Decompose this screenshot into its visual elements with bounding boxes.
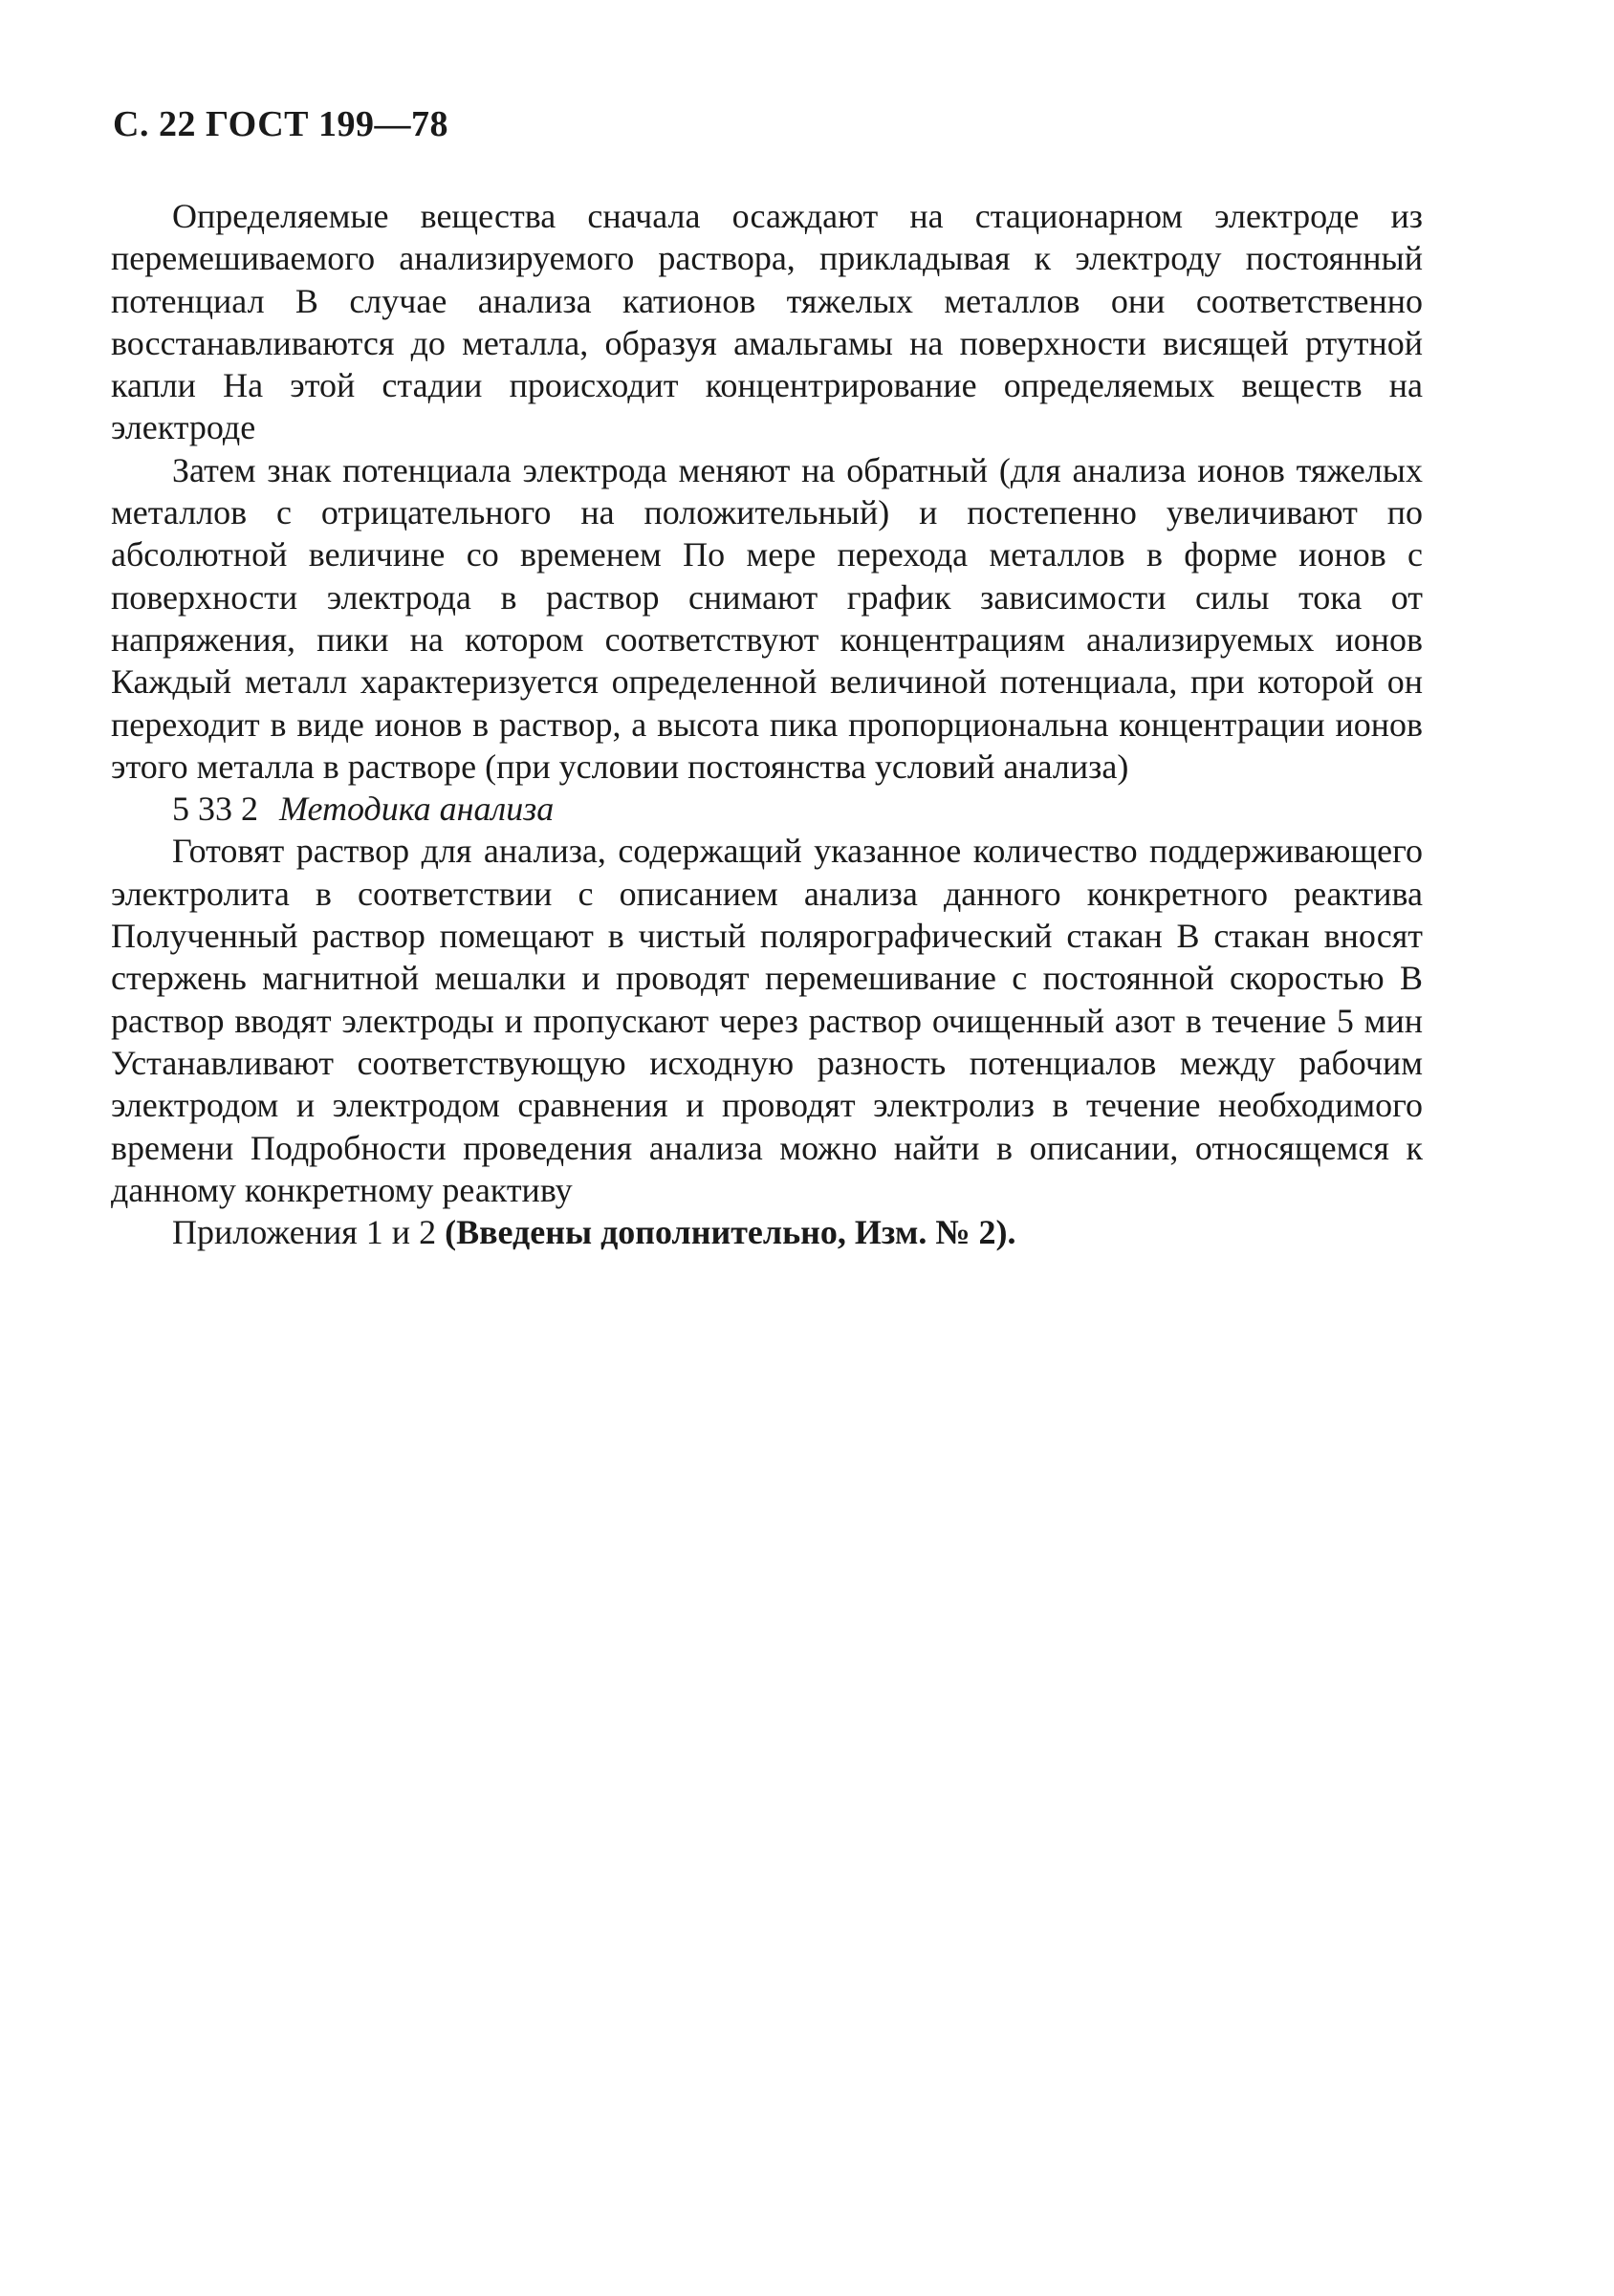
paragraph-method: Готовят раствор для анализа, содержащий указанное количество поддерживающего электролита в соответствии с описанием анализа данного конкретного реактива Полученный раствор помещают в чистый полярографический стакан В стакан вносят стержень магнитной мешалки и проводят перемешивание с постоянной скоростью В раствор вводят электроды и пропускают через раствор очищенный азот в течение 5 мин Устанавливают соответствующую исходную разность потенциалов между рабочим электродом и электродом сравнения и проводят электролиз в течение необходимого времени Подробности проведения анализа можно найти в описании, относящемся к данному конкретному реактиву — [111, 832, 1423, 1209]
document-body — [111, 195, 1423, 1253]
amendment-note-bold: (Введены дополнительно, Изм. № 2). — [445, 1213, 1016, 1252]
paragraph-stripping: Затем знак потенциала электрода меняют на обратный (для анализа ионов тяжелых металлов с отрицательного на положительный) и постепенно увеличивают по абсолютной величине со временем По мере перехода металлов в форме ионов с поверхности электрода в раствор снимают график зависимости силы тока от напряжения, пики на котором соответствуют концентрациям анализируемых ионов Каждый металл характеризуется определенной величиной потенциала, при которой он переходит в виде ионов в раствор, а высота пика пропорциональна концентрации ионов этого металла в растворе (при условии постоянства условий анализа) — [111, 450, 1423, 786]
paragraph-accumulation: Определяемые вещества сначала осаждают на стационарном электроде из перемешиваемого анализируемого раствора, прикладывая к электроду постоянный потенциал В случае анализа катионов тяжелых металлов они соответственно восстанавливаются до металла, образуя амальгамы на поверхности висящей ртутной капли На этой стадии происходит концентрирование определяемых веществ на электроде — [111, 197, 1423, 447]
subsection-number: 5 33 2 — [172, 790, 258, 829]
subsection-title: Методика анализа — [279, 790, 555, 829]
amendment-note-prefix: Приложения 1 и 2 — [172, 1213, 437, 1252]
subsection-heading — [111, 788, 1423, 830]
amendment-note — [111, 1211, 1423, 1253]
page-header: С. 22 ГОСТ 199—78 — [113, 104, 448, 144]
